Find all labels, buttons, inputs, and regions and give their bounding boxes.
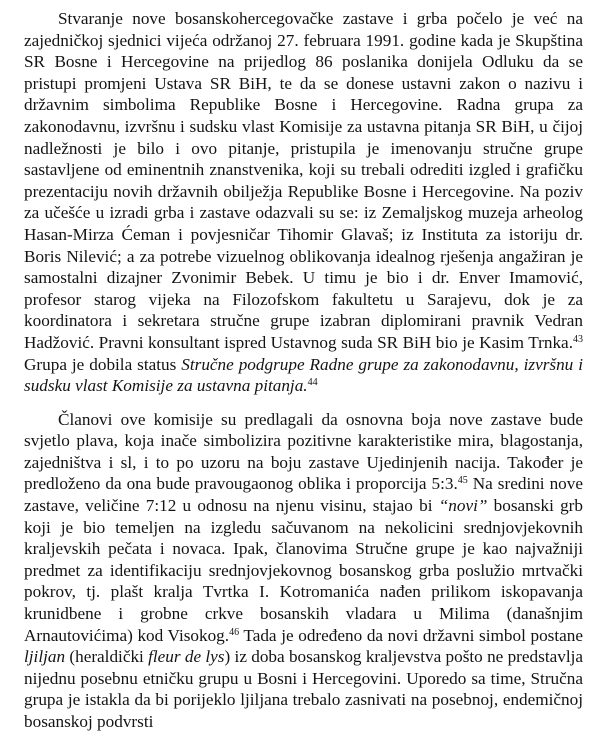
footnote-ref[interactable]: 43 xyxy=(573,333,583,345)
footnote-ref[interactable]: 44 xyxy=(307,377,318,389)
paragraph-flag-history xyxy=(24,8,583,397)
footnote-ref[interactable]: 45 xyxy=(457,475,468,487)
text-run: Stvaranje nove bosanskohercegovačke zastave i grba počelo je već na zajedničkoj sjednici vijeća održanoj 27. februara 1991. godine kada je Skupština SR Bosne i Hercegovine na prijedlog 86 poslanika donijela Odluku da se pristupi promjeni Ustava SR BiH, te da se donese ustavni zakon o nazivu i državnim simbolima Republike Bosne i Hercegovine. Radna grupa za zakonodavnu, izvršnu i sudsku vlast Komisije za ustavna pitanja SR BiH, u čijoj nadležnosti je bilo i ovo pitanje, pristupila je imenovanju stručne grupe sastavljene od eminentnih znanstvenika, koji su trebali odrediti izgled i grafičku prezentaciju novih državnih obilježja Republike Bosne i Hercegovine. Na poziv za učešće u izradi grba i zastave odazvali su se: iz Zemaljskog muzeja arheolog Hasan-Mirza Ćeman i povjesničar Tihomir Glavaš; iz Instituta za istoriju dr. Boris Nilević; a za potrebe vizuelnog oblikovanja idealnog rješenja angažiran je samostalni dizajner Zvonimir Bebek. U timu je bio i dr. Enver Imamović, profesor starog vijeka na Filozofskom fakultetu u Sarajevu, dok je za koordinatora i sekretara stručne grupe izabran diplomirani pravnik Vedran Hadžović. Pravni konsultant ispred Ustavnog suda SR BiH bio je Kasim Trnka. xyxy=(24,9,583,352)
text-run: Na sredini nove zastave, veličine 7:12 u odnosu na njenu visinu, stajao bi xyxy=(24,474,583,516)
footnote-ref[interactable]: 46 xyxy=(229,626,240,638)
text-run: ) iz doba bosanskog kraljevstva pošto ne predstavlja nijednu posebnu etničku grupu u Bosni i Hercegovini. Uporedo sa time, Stručna grupa je istakla da bi porijeklo ljiljana trebalo zasnivati na posebnoj, endemičnoj bosanskoj podvrsti xyxy=(24,647,583,731)
text-run: Članovi ove komisije su predlagali da osnovna boja nove zastave bude svjetlo plava, koja inače simbolizira pozitivne karakteristike mira, blagostanja, zajedništva i sl, i to po uzoru na boju zastave Ujedinjenih nacija. Također je predloženo da ona bude pravougaonog oblika i proporcija 5:3. xyxy=(24,409,583,494)
italic-run: “novi” xyxy=(438,496,488,516)
italic-run: Stručne podgrupe Radne grupe za zakonodavnu, izvršnu i sudsku vlast Komisije za ustavna pitanja. xyxy=(24,354,583,396)
text-run: bosanski grb koji je bio temeljen na izgledu sačuvanom na nekolicini srednjovjekovnih kraljevskih pečata i novaca. Ipak, članovima Stručne grupe je kao najvažniji predmet za identifikaciju srednjovjekovnog bosanskog grba poslužio mrtvački pokrov, tj. plašt kralja Tvrtka I. Kotromanića nađen prilikom iskopavanja krunidbene i grobne crkve bosanskih vladara u Milima (današnjim Arnautovićima) kod Visokog. xyxy=(24,496,583,645)
text-run: Grupa je dobila status xyxy=(24,354,182,374)
italic-run: fleur de lys xyxy=(148,647,225,667)
paragraph-flag-design xyxy=(24,409,583,733)
text-run: (heraldički xyxy=(65,647,149,667)
italic-run: ljiljan xyxy=(24,647,66,667)
text-run: Tada je određeno da novi državni simbol postane xyxy=(239,625,583,645)
document-page xyxy=(24,8,583,733)
